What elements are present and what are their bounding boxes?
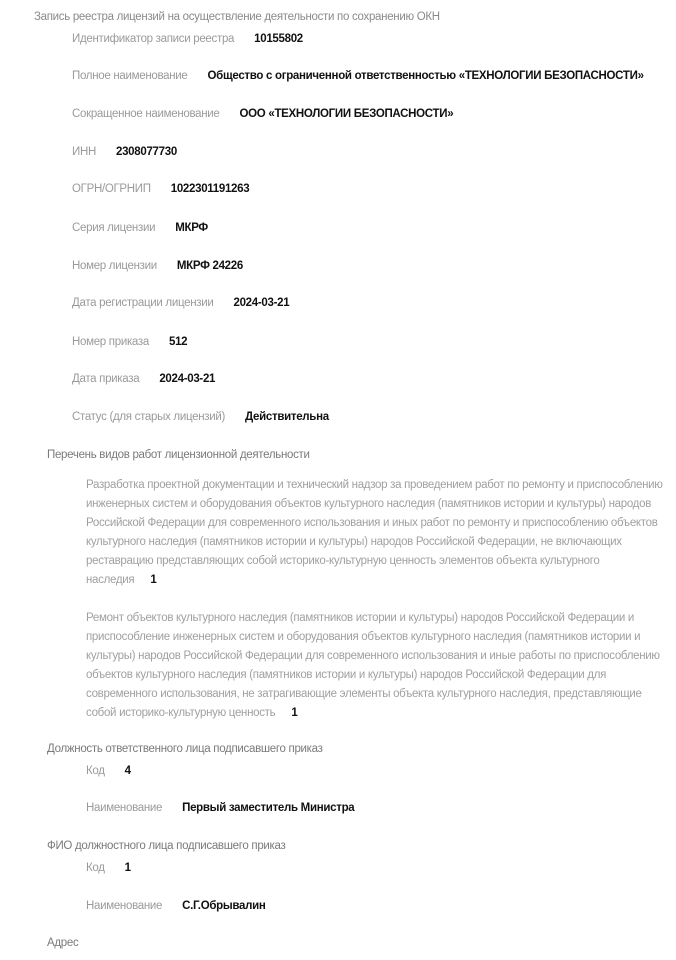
field-value: 2308077730 xyxy=(115,146,177,158)
field-label: Код xyxy=(86,862,105,874)
field-label: ИНН xyxy=(72,146,96,158)
field-value: МКРФ xyxy=(175,222,208,234)
field-label: Статус (для старых лицензий) xyxy=(72,411,225,423)
position-name xyxy=(86,802,354,814)
person-header: ФИО должностного лица подписавшего приказ xyxy=(47,840,286,852)
field-value: 1022301191263 xyxy=(170,183,250,195)
person-name xyxy=(86,900,266,912)
field-registration-date xyxy=(72,297,289,309)
field-order-number xyxy=(72,336,187,348)
field-value: 10155802 xyxy=(254,33,303,45)
address-header: Адрес xyxy=(47,937,79,949)
field-label: Сокращенное наименование xyxy=(72,108,220,120)
field-status xyxy=(72,411,329,423)
field-value: 2024-03-21 xyxy=(159,373,216,385)
field-value: 2024-03-21 xyxy=(233,297,290,309)
field-label: Номер лицензии xyxy=(72,260,157,272)
person-code xyxy=(86,862,131,874)
position-header: Должность ответственного лица подписавшего приказ xyxy=(47,743,323,755)
works-header: Перечень видов работ лицензионной деятельности xyxy=(47,449,310,461)
field-label: Дата приказа xyxy=(72,373,140,385)
work-text: Ремонт объектов культурного наследия (памятников истории и культуры) народов Российской Федерации и приспособление инженерных систем и оборудования объектов культурного наследия (памятников истории и культуры) народов Российской Федерации для современного использования и иные работы по приспособлению объектов культурного наследия (памятников истории и культуры) народов Российской Федерации для современного использования, не затрагивающие элементы объекта культурного наследия, представляющие собой историко-культурную ценность xyxy=(86,612,660,719)
field-value: Действительна xyxy=(245,411,329,423)
field-label: Серия лицензии xyxy=(72,222,156,234)
field-value: ООО «ТЕХНОЛОГИИ БЕЗОПАСНОСТИ» xyxy=(239,108,454,120)
field-order-date xyxy=(72,373,215,385)
field-inn xyxy=(72,146,177,158)
field-ogrn xyxy=(72,183,249,195)
field-value: 1 xyxy=(124,862,131,874)
work-item xyxy=(86,609,666,723)
work-item xyxy=(86,476,666,590)
work-value: 1 xyxy=(150,574,157,586)
record-title: Запись реестра лицензий на осуществление деятельности по сохранению ОКН xyxy=(34,11,440,23)
field-short-name xyxy=(72,108,453,120)
field-value: Первый заместитель Министра xyxy=(182,802,355,814)
work-text: Разработка проектной документации и технический надзор за проведением работ по ремонту и приспособлению инженерных систем и оборудования объектов культурного наследия (памятников истории и культуры) народов Российской Федерации для современного использования и иных работ по ремонту и приспособлению объектов культурного наследия (памятников истории и культуры) народов Российской Федерации, не включающих реставрацию представляющих собой историко-культурную ценность элементов объекта культурного наследия xyxy=(86,479,663,586)
field-label: Полное наименование xyxy=(72,70,188,82)
field-license-series xyxy=(72,222,208,234)
field-registry-id xyxy=(72,33,303,45)
field-label: Код xyxy=(86,765,105,777)
field-label: Наименование xyxy=(86,802,163,814)
field-label: Номер приказа xyxy=(72,336,149,348)
field-license-number xyxy=(72,260,243,272)
field-full-name xyxy=(72,70,644,82)
field-value: 4 xyxy=(124,765,131,777)
work-value: 1 xyxy=(291,707,298,719)
field-label: Идентификатор записи реестра xyxy=(72,33,235,45)
field-value: МКРФ 24226 xyxy=(176,260,243,272)
field-label: Дата регистрации лицензии xyxy=(72,297,214,309)
field-value: Общество с ограниченной ответственностью «ТЕХНОЛОГИИ БЕЗОПАСНОСТИ» xyxy=(207,70,644,82)
field-value: 512 xyxy=(168,336,188,348)
field-label: ОГРН/ОГРНИП xyxy=(72,183,151,195)
field-label: Наименование xyxy=(86,900,163,912)
position-code xyxy=(86,765,131,777)
field-value: С.Г.Обрывалин xyxy=(182,900,266,912)
